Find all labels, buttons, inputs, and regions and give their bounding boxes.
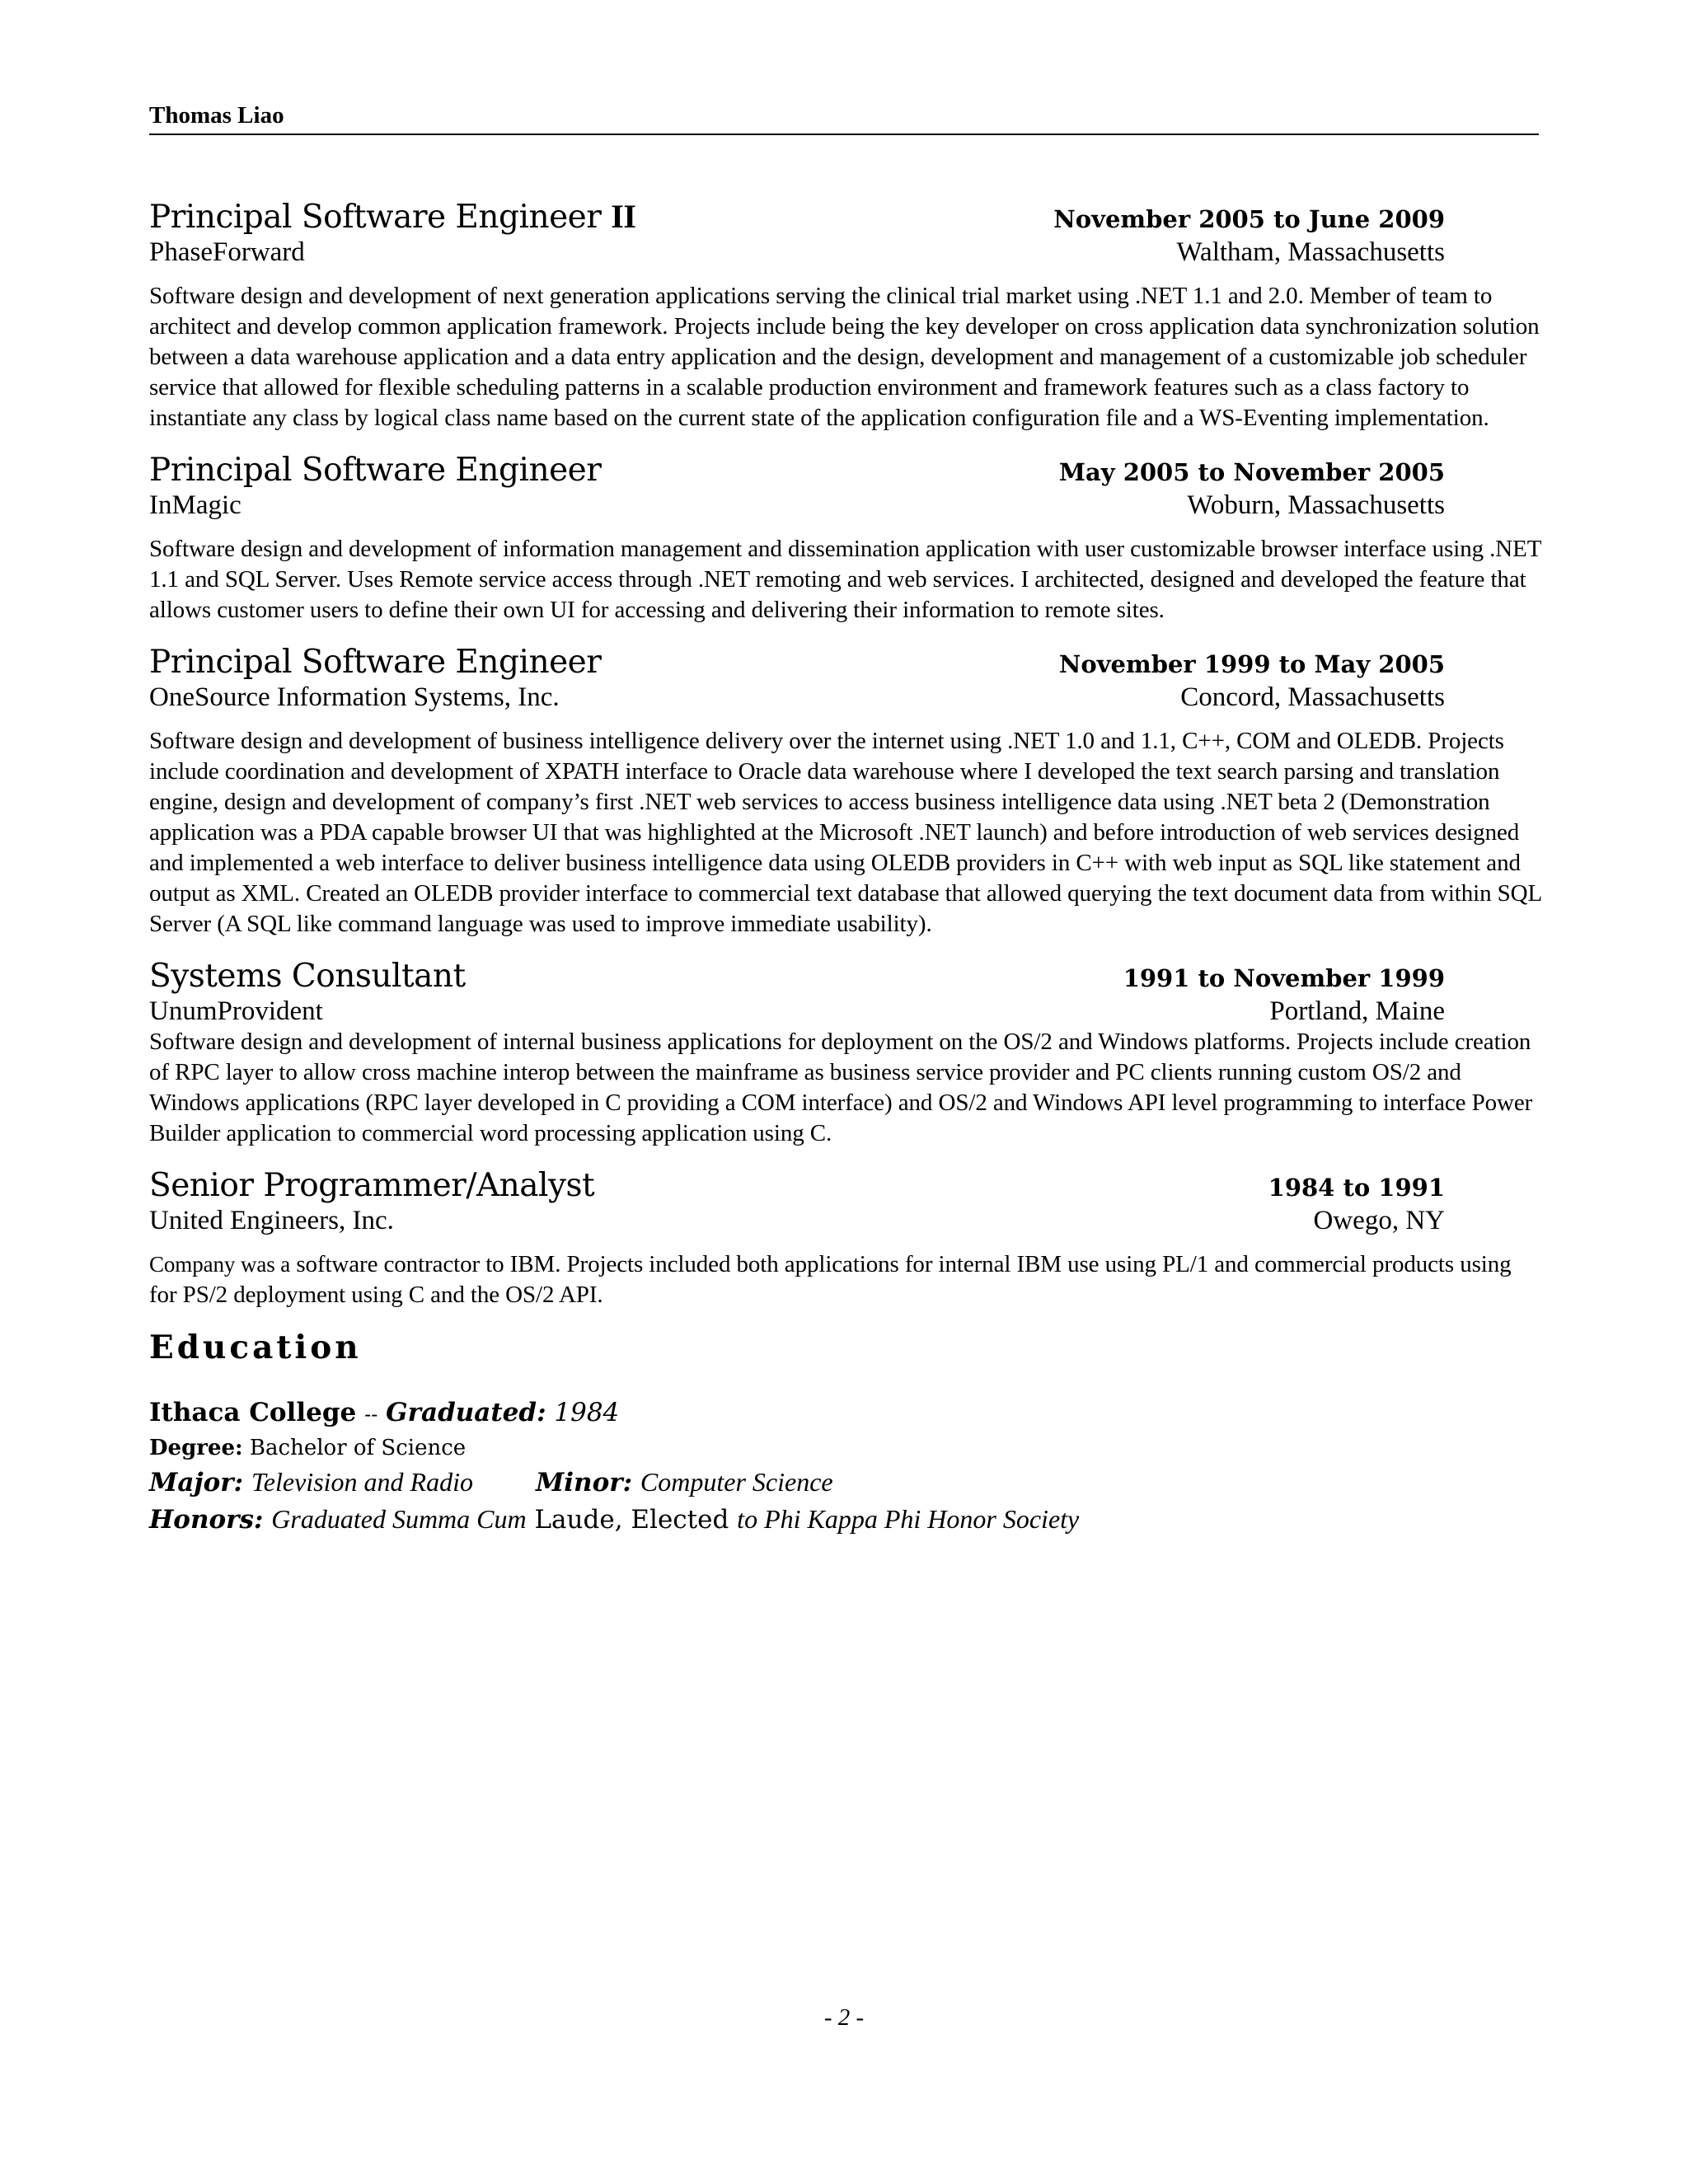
- major-label: Major:: [149, 1468, 244, 1497]
- job-title: Principal Software Engineer: [149, 644, 602, 681]
- job-dates: November 1999 to May 2005: [1058, 650, 1445, 678]
- job-company: UnumProvident: [149, 996, 323, 1026]
- job-location: Waltham, Massachusetts: [1176, 237, 1445, 267]
- school-separator: --: [364, 1403, 378, 1426]
- job-entry: [149, 1167, 1512, 1310]
- job-company: OneSource Information Systems, Inc.: [149, 682, 560, 712]
- job-dates: 1984 to 1991: [1268, 1174, 1445, 1202]
- resume-page: [149, 0, 1542, 2184]
- honors-part1: Graduated Summa Cum: [271, 1504, 527, 1534]
- header-name: Thomas Liao: [149, 102, 284, 129]
- degree-value: Bachelor of Science: [249, 1436, 467, 1460]
- major-value: Television and Radio: [251, 1467, 473, 1497]
- degree-label: Degree:: [149, 1436, 243, 1460]
- experience-section: [149, 198, 1542, 1538]
- job-entry: [149, 644, 1542, 940]
- page-number: - 2 -: [823, 2004, 865, 2031]
- graduated-label: Graduated:: [386, 1398, 546, 1427]
- job-dates: November 2005 to June 2009: [1053, 205, 1445, 233]
- school-name: Ithaca College: [149, 1398, 357, 1427]
- job-description-body: software contractor to IBM. Projects included both applications for internal IBM use using PL/1 and commercial products using for PS/2 deployment using C and the OS/2 API.: [149, 1251, 1512, 1308]
- job-location: Portland, Maine: [1269, 996, 1445, 1026]
- job-title: Systems Consultant: [149, 958, 466, 995]
- job-description-lead: Company was a: [149, 1252, 291, 1277]
- minor-label: Minor:: [535, 1468, 633, 1497]
- education-heading: Education: [149, 1329, 362, 1366]
- job-location: Concord, Massachusetts: [1180, 682, 1445, 712]
- education-school-line: [149, 1394, 1539, 1432]
- job-description: Software design and development of next generation applications serving the clinical trial market using .NET 1.1 and 2.0. Member of team to architect and develop common application framework. Projects include being the key developer on cross application data synchronization solution between a data warehouse application and a data entry application and the design, development and management of a customizable job scheduler service that allowed for flexible scheduling patterns in a scalable production environment and framework features such as a class factory to instantiate any class by logical class name based on the current state of the application configuration file and a WS-Eventing implementation.: [149, 283, 1540, 431]
- graduated-year: 1984: [554, 1398, 620, 1427]
- job-title: Principal Software Engineer II: [149, 198, 636, 236]
- job-title: Principal Software Engineer: [149, 452, 602, 489]
- job-title-suffix: II: [611, 198, 636, 235]
- minor-value: Computer Science: [640, 1467, 833, 1497]
- education-major-line: [149, 1464, 1539, 1501]
- honors-label: Honors:: [149, 1505, 264, 1535]
- job-description: Software design and development of business intelligence delivery over the internet using .NET 1.0 and 1.1, C++, COM and OLEDB. Projects include coordination and development of XPATH interface to Oracle data warehouse where I developed the text search parsing and translation engine, design and development of company’s first .NET web services to access business intelligence data using .NET beta 2 (Demonstration application was a PDA capable browser UI that was highlighted at the Microsoft .NET launch) and before introduction of web services designed and implemented a web interface to deliver business intelligence data using OLEDB providers in C++ with web input as SQL like statement and output as XML. Created an OLEDB provider interface to commercial text database that allowed querying the text document data from within SQL Server (A SQL like command language was used to improve immediate usability).: [149, 728, 1542, 937]
- education-degree-line: [149, 1432, 1539, 1464]
- education-honors-line: [149, 1501, 1539, 1538]
- job-entry: [149, 958, 1533, 1149]
- running-header: [149, 97, 1539, 135]
- honors-part2: Laude, Elected: [534, 1505, 729, 1535]
- job-location: Woburn, Massachusetts: [1187, 490, 1445, 520]
- job-location: Owego, NY: [1313, 1206, 1445, 1235]
- job-entry: [149, 452, 1541, 626]
- job-description: Software design and development of information management and dissemination application with user customizable browser interface using .NET 1.1 and SQL Server. Uses Remote service access through .NET remoting and web services. I architected, designed and developed the feature that allows customer users to define their own UI for accessing and delivering their information to remote sites.: [149, 536, 1541, 623]
- job-description: Software design and development of internal business applications for deployment on the OS/2 and Windows platforms. Projects include creation of RPC layer to allow cross machine interop between the mainframe as business service provider and PC clients running custom OS/2 and Windows applications (RPC layer developed in C providing a COM interface) and OS/2 and Windows API level programming to interface Power Builder application to commercial word processing application using C.: [149, 1029, 1533, 1146]
- honors-part3: to Phi Kappa Phi Honor Society: [737, 1504, 1080, 1534]
- job-company: United Engineers, Inc.: [149, 1206, 394, 1235]
- job-dates: 1991 to November 1999: [1123, 964, 1445, 992]
- job-title: Senior Programmer/Analyst: [149, 1167, 595, 1204]
- job-entry: [149, 198, 1540, 434]
- job-dates: May 2005 to November 2005: [1058, 458, 1445, 486]
- job-company: InMagic: [149, 490, 241, 520]
- job-company: PhaseForward: [149, 237, 305, 267]
- job-description: [149, 1249, 1542, 1310]
- education-section: [149, 1329, 1539, 1538]
